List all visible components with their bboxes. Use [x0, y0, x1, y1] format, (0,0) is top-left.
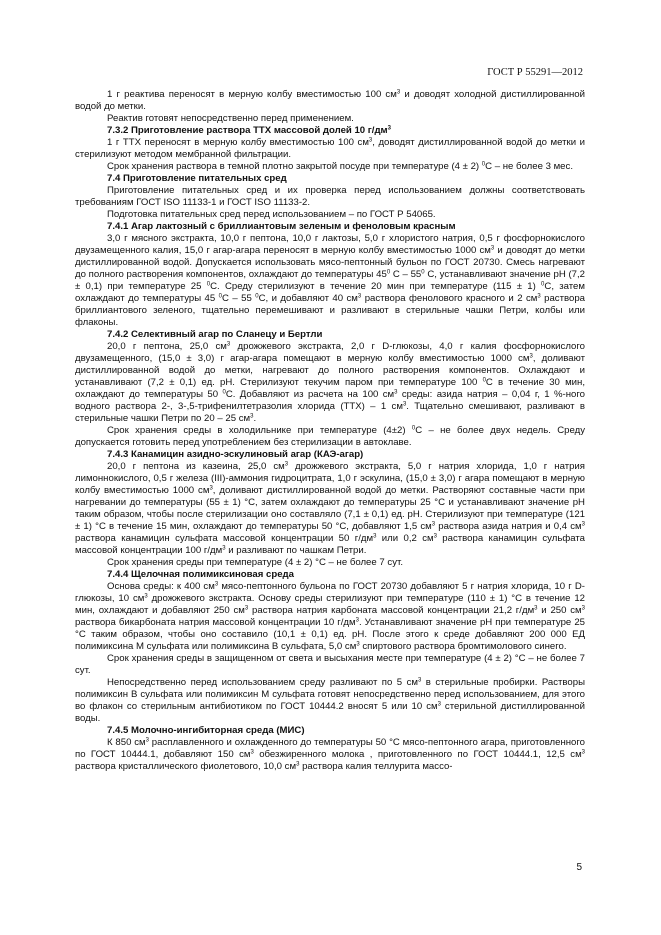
paragraph: Непосредственно перед использованием среду разливают по 5 $см^3$ в стерильные пробирки. Растворы полимиксин В сульфата или полимиксин М сульфата готовят непосредственно перед использованием, для этого во флакон со стерильным антибиотиком по ГОСТ 10444.2 вносят 5 или 10 $см^3$ стерильной дистиллированной воды.	[75, 677, 585, 724]
paragraph: 3,0 г мясного экстракта, 10,0 г пептона, 10,0 г лактозы, 5,0 г хлористого натрия, 0,5 г фосфорнокислого двузамещенного калия, 15,0 г агар-агара переносят в мерную колбу вместимостью 1000 $см^3$ и доводят до метки дистиллированной водой. Допускается использовать мясо-пептонный бульон по ГОСТ 20730. Смесь нагревают до полного растворения компонентов, охлаждают до температуры $45^0$ С – $55^0$ С, устанавливают значение рН (7,2 ± 0,1) при температуре 25 $^0$С. Среду стерилизуют в течение 20 мин при температуре (115 ± 1) $^0$С, затем охлаждают до температуры 45 $^0$С – 55 $^0$С, и добавляют 40 $см^3$ раствора фенолового красного и 2 $см^3$ раствора бриллиантового зеленого, тщательно перемешивают и разливают в стерильные чашки Петри, колбы или флаконы.	[75, 233, 585, 328]
paragraph: Основа среды: к 400 $см^3$ мясо-пептонного бульона по ГОСТ 20730 добавляют 5 г натрия хлорида, 10 г D-глюкозы, 10 $см^3$ дрожжевого экстракта. Основу среды стерилизуют при температуре (110 ± 1) °С в течение 12 мин, охлаждают и добавляют 250 $см^3$ раствора натрия карбоната массовой концентрации 21,2 $г/дм^3$ и 250 $см^3$ раствора бикарбоната натрия массовой концентрации 10 $г/дм^3$. Устанавливают значение рН при температуре 25 °С таким образом, чтобы оно составило (10,1 ± 0,1) ед. рН. После этого к среде добавляют 200 000 ЕД полимиксина М сульфата или полимиксина В сульфата, 5,0 $см^3$ спиртового раствора бромтимолового синего.	[75, 581, 586, 652]
paragraph: Срок хранения среды в холодильнике при температуре (4±2) $^0$С – не более двух недель. Среду допускается готовить перед употреблением без стерилизации в автоклаве.	[75, 425, 585, 448]
paragraph: Срок хранения раствора в темной плотно закрытой посуде при температуре (4 ± 2) $^0$С – не более 3 мес.	[107, 161, 573, 172]
paragraph: Реактив готовят непосредственно перед применением.	[107, 113, 354, 124]
section-heading: 7.4.4 Щелочная полимиксиновая среда	[107, 569, 294, 580]
paragraph: Приготовление питательных сред и их проверка перед использованием должны соответствовать требованиям ГОСТ ISO 11133-1 и ГОСТ ISO 11133-2.	[75, 185, 585, 208]
paragraph: Срок хранения среды при температуре (4 ± 2) °С – не более 7 сут.	[107, 557, 403, 568]
paragraph: 20,0 г пептона, 25,0 $см^3$ дрожжевого экстракта, 2,0 г D-глюкозы, 4,0 г калия фосфорнокислого двузамещенного, (15,0 ± 3,0) г агар-агара помещают в мерную колбу вместимостью 1000 $см^3$, доливают дистиллированной водой до метки, нагревают до полного растворения компонентов. Охлаждают и устанавливают (7,2 ± 0,1) ед. рН. Стерилизуют текучим паром при температуре 100 $^0$С в течение 30 мин, охлаждают до температуры 50 $^0$С. Добавляют из расчета на 100 $см^3$ среды: азида натрия – 0,04 г, 1 %-ного водного раствора 2-, 3-,5-трифенилтетразолия хлорида (ТТХ) – 1 $см^3$. Тщательно смешивают, разливают в стерильные чашки Петри по 20 – 25 $см^3$.	[75, 341, 586, 424]
document-body	[75, 89, 585, 773]
section-heading: 7.4.5 Молочно-ингибиторная среда (МИС)	[107, 725, 305, 736]
standard-header: ГОСТ Р 55291—2012	[487, 67, 583, 78]
section-heading: 7.4.1 Агар лактозный с бриллиантовым зеленым и феноловым красным	[107, 221, 456, 232]
paragraph: Срок хранения среды в защищенном от света и высыхания месте при температуре (4 ± 2) °С – не более 7 сут.	[75, 653, 585, 676]
paragraph: 1 г ТТХ переносят в мерную колбу вместимостью 100 $см^3$, доводят дистиллированной водой до метки и стерилизуют методом мембранной фильтрации.	[75, 137, 585, 160]
section-heading: 7.4.3 Канамицин азидно-эскулиновый агар (КАЭ-агар)	[107, 449, 364, 460]
paragraph: К 850 $см^3$ расплавленного и охлажденного до температуры 50 °С мясо-пептонного агара, приготовленного по ГОСТ 10444.1, добавляют 150 $см^3$ обезжиренного молока , приготовленного по ГОСТ 10444.1, 12,5 $см^3$ раствора кристаллического фиолетового, 10,0 $см^3$ раствора калия теллурита массо-	[75, 737, 586, 772]
section-heading: 7.4.2 Селективный агар по Сланецу и Бертли	[107, 329, 323, 340]
section-heading: 7.4 Приготовление питательных сред	[107, 173, 287, 184]
paragraph: 1 г реактива переносят в мерную колбу вместимостью 100 $см^3$ и доводят холодной дистиллированной водой до метки.	[75, 89, 585, 112]
paragraph: 20,0 г пептона из казеина, 25,0 $см^3$ дрожжевого экстракта, 5,0 г натрия хлорида, 1,0 г натрия лимоннокислого, 0,5 г железа (III)-аммония гидроцитрата, 1,0 г эскулина, (15,0 ± 3,0) г агара помещают в мерную колбу вместимостью 1000 $см^3$, доливают дистиллированной водой до метки. Растворяют составные части при нагревании до температуры (55 ± 1) °С, затем охлаждают до температуры 25 °С и устанавливают значение рН таким образом, чтобы после стерилизации оно составляло (7,1 ± 0,1) ед. рН. Стерилизуют при температуре (121 ± 1) °С в течение 15 мин, охлаждают до температуры 50 °С, добавляют 1,5 $см^3$ раствора азида натрия и 0,4 $см^3$ раствора канамицин сульфата массовой концентрации 50 $г/дм^3$ или 0,2 $см^3$ раствора канамицин сульфата массовой концентрации 100 $г/дм^3$ и разливают по чашкам Петри.	[75, 461, 586, 556]
page-number: 5	[576, 862, 582, 873]
paragraph: Подготовка питательных сред перед использованием – по ГОСТ Р 54065.	[107, 209, 436, 220]
section-heading: 7.3.2 Приготовление раствора ТТХ массовой долей 10 $г/дм^3$	[107, 125, 391, 136]
